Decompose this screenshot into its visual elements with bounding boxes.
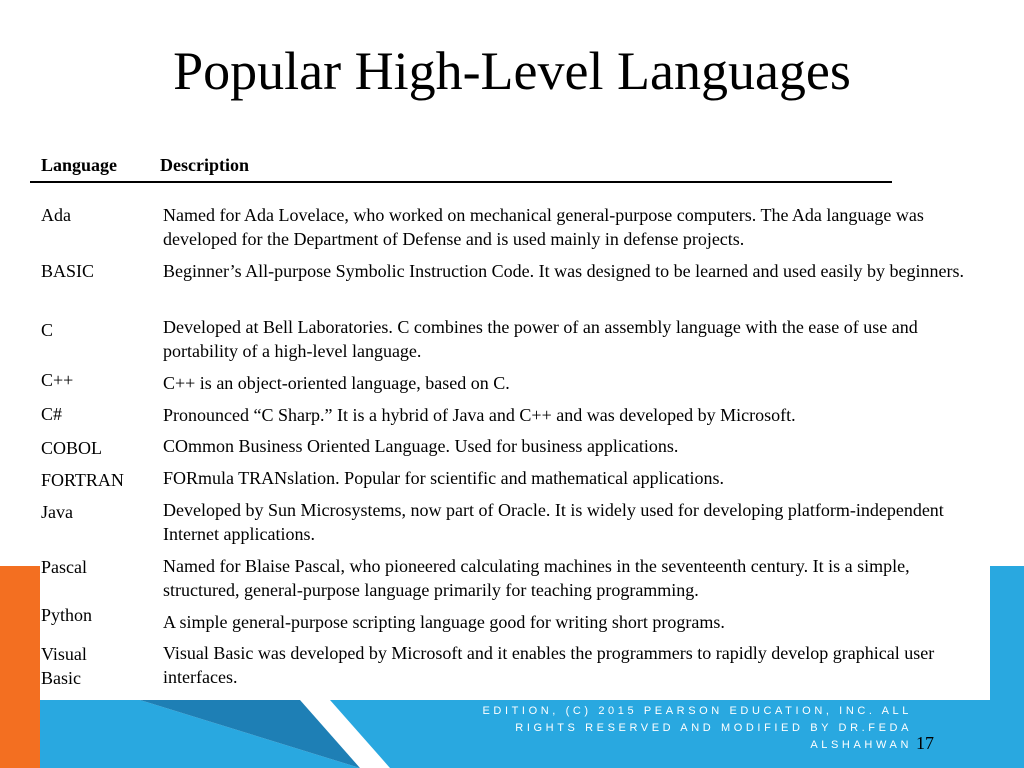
- row-description: COmmon Business Oriented Language. Used for business applications.: [163, 436, 679, 456]
- row-language: Ada: [41, 205, 71, 225]
- row-description: FORmula TRANslation. Popular for scientific and mathematical applications.: [163, 468, 725, 488]
- right-blue-strip: [990, 566, 1024, 768]
- slide-title: Popular High-Level Languages: [173, 41, 851, 101]
- row-language: C++: [41, 370, 74, 390]
- row-description: C++ is an object-oriented language, based on C.: [163, 373, 510, 393]
- row-description: Named for Ada Lovelace, who worked on mechanical general-purpose computers. The Ada language was developed for the Department of Defense and is used mainly in defense projects.: [163, 205, 924, 249]
- row-description: Pronounced “C Sharp.” It is a hybrid of Java and C++ and was developed by Microsoft.: [163, 405, 796, 425]
- row-language: C: [41, 320, 54, 340]
- page-number: 17: [916, 733, 934, 753]
- row-language: Python: [41, 605, 93, 625]
- row-description: Visual Basic was developed by Microsoft and it enables the programmers to rapidly develop graphical user interfaces.: [163, 643, 935, 687]
- row-language: COBOL: [41, 438, 103, 458]
- header-description: Description: [160, 155, 249, 175]
- row-description: Beginner’s All-purpose Symbolic Instruction Code. It was designed to be learned and used easily by beginners.: [163, 261, 964, 281]
- row-language: Java: [41, 502, 73, 522]
- row-language: BASIC: [41, 261, 95, 281]
- row-language: Pascal: [41, 557, 87, 577]
- row-language: C#: [41, 404, 63, 424]
- row-language: Visual Basic: [41, 644, 87, 688]
- header-rule: [30, 181, 892, 183]
- copyright-footer: EDITION, (C) 2015 PEARSON EDUCATION, INC. ALL RIGHTS RESERVED AND MODIFIED BY DR.FEDA ALSHAHWAN: [482, 705, 912, 751]
- row-description: Developed at Bell Laboratories. C combines the power of an assembly language with the ease of use and portability of a high-level language.: [163, 317, 918, 361]
- orange-accent-block: [0, 566, 40, 768]
- row-language: FORTRAN: [41, 470, 124, 490]
- row-description: Developed by Sun Microsystems, now part of Oracle. It is widely used for developing platform-independent Internet applications.: [163, 500, 944, 544]
- header-language: Language: [41, 155, 118, 175]
- row-description: Named for Blaise Pascal, who pioneered calculating machines in the seventeenth century. It is a simple, structured, general-purpose language primarily for teaching programming.: [163, 556, 910, 600]
- row-description: A simple general-purpose scripting language good for writing short programs.: [163, 612, 725, 632]
